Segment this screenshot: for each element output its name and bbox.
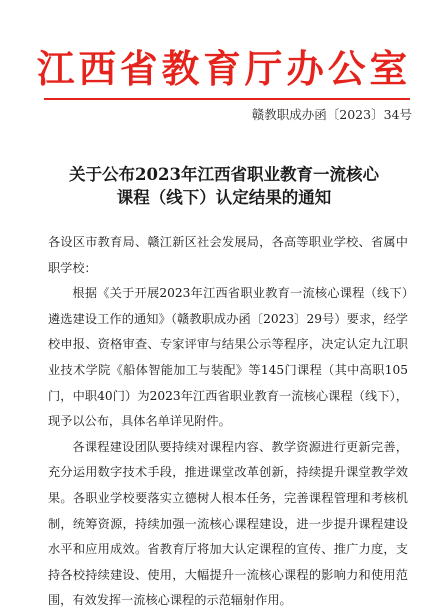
body-paragraph-1: 根据《关于开展2023年江西省职业教育一流核心课程（线下）遴选建设工作的通知》（赣教职成办函〔2023〕29号）要求，经学校申报、资格审查、专家评审与结果公示等程序，决定认定九江职业技术学院《船体智能加工与装配》等145门课程（其中高职105门，中职40门）为2023年江西省职业教育一流核心课程（线下），现予以公布，具体名单详见附件。 <box>48 286 408 429</box>
document-title-line-1: 关于公布2023年江西省职业教育一流核心 <box>69 165 379 184</box>
salutation: 各设区市教育局、赣江新区社会发展局，各高等职业学校、省属中职学校： <box>48 235 408 275</box>
document-title <box>0 163 448 209</box>
body-paragraph-2: 各课程建设团队要持续对课程内容、教学资源进行更新完善，充分运用数字技术手段，推进课堂改革创新，持续提升课堂教学效果。各职业学校要落实立德树人根本任务，完善课程管理和考核机制，统筹资源，持续加强一流核心课程建设，进一步提升课程建设水平和应用成效。省教育厅将加大认定课程的宣传、推广力度，支持各校持续建设、使用，大幅提升一流核心课程的影响力和使用范围，有效发挥一流核心课程的示范辐射作用。 <box>48 439 408 608</box>
issuing-office-header: 江西省教育厅办公室 <box>36 46 412 91</box>
red-divider-line <box>44 98 410 100</box>
document-number: 赣教职成办函〔2023〕34号 <box>251 107 412 122</box>
document-title-line-2: 课程（线下）认定结果的通知 <box>116 188 332 207</box>
document-body <box>48 230 408 614</box>
